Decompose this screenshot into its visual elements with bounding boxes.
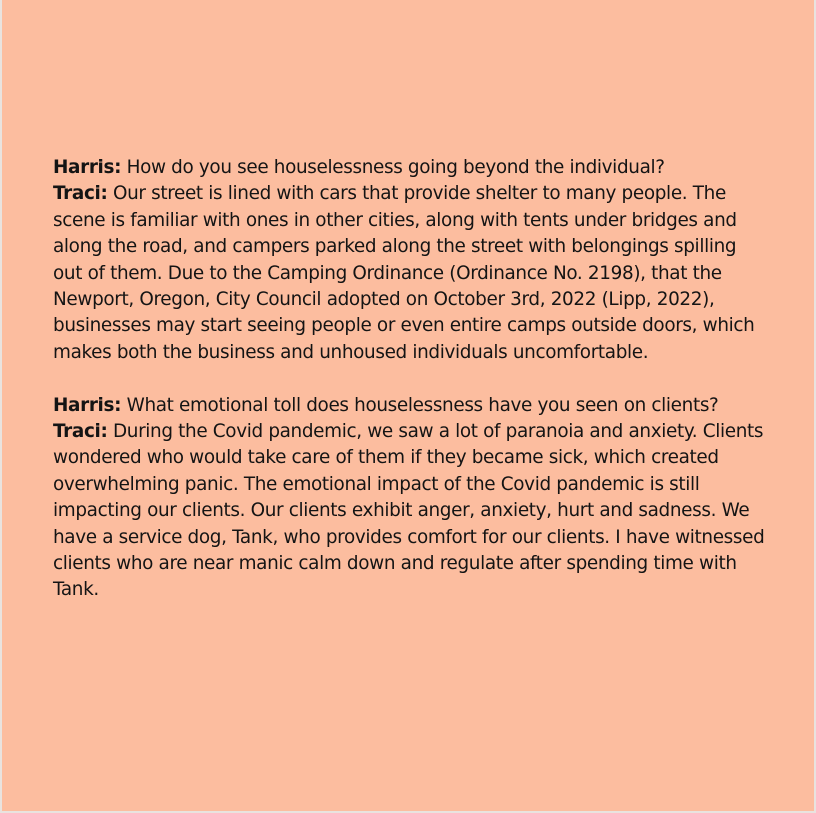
question-paragraph bbox=[53, 393, 765, 419]
speaker-name: Traci: bbox=[53, 421, 108, 443]
speaker-name: Harris: bbox=[53, 394, 122, 416]
speaker-name: Traci: bbox=[53, 183, 108, 205]
question-text: How do you see houselessness going beyond the individual? bbox=[126, 157, 665, 178]
question-paragraph bbox=[53, 155, 765, 181]
interview-text bbox=[53, 155, 765, 604]
answer-text: Our street is lined with cars that provide shelter to many people. The scene is familiar with ones in other cities, along with tents under bridges and along the road, and campers parked along the street with belongings spilling out of them. Due to the Camping Ordinance (Ordinance No. 2198), that the Newport, Oregon, City Council adopted on October 3rd, 2022 (Lipp, 2022), businesses may start seeing people or even entire camps outside doors, which makes both the business and unhoused individuals uncomfortable. bbox=[53, 183, 755, 363]
answer-paragraph bbox=[53, 181, 765, 366]
qa-block-2 bbox=[53, 393, 765, 604]
qa-block-1 bbox=[53, 155, 765, 366]
speaker-name: Harris: bbox=[53, 157, 122, 178]
answer-paragraph bbox=[53, 419, 765, 604]
answer-text: During the Covid pandemic, we saw a lot of paranoia and anxiety. Clients wondered who would take care of them if they became sick, which created overwhelming panic. The emotional impact of the Covid pandemic is still impacting our clients. Our clients exhibit anger, anxiety, hurt and sadness. We have a service dog, Tank, who provides comfort for our clients. I have witnessed clients who are near manic calm down and regulate after spending time with Tank. bbox=[53, 421, 765, 601]
question-text: What emotional toll does houselessness have you seen on clients? bbox=[126, 394, 719, 416]
